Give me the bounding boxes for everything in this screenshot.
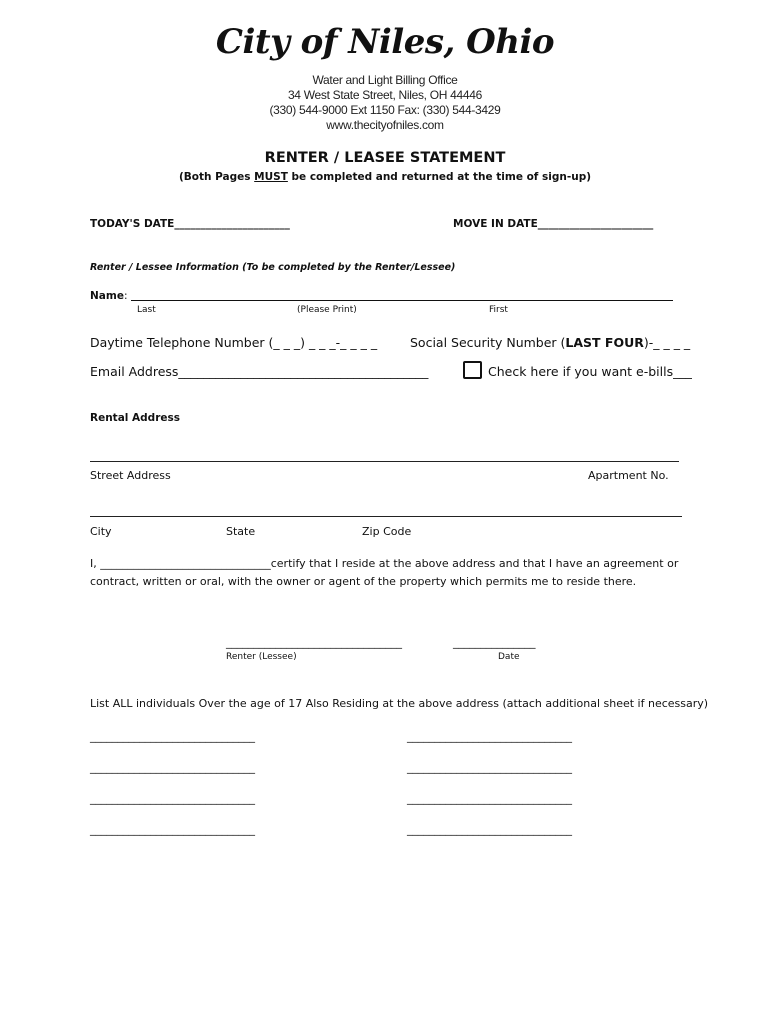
form-subtitle: (Both Pages MUST be completed and returned at the time of sign-up) xyxy=(178,171,592,183)
resident-line[interactable]: ______________________________ xyxy=(407,823,572,836)
city-label: City xyxy=(90,525,112,538)
signature-date-label: Date xyxy=(498,652,520,662)
office-address: 34 West State Street, Niles, OH 44446 xyxy=(287,88,483,102)
ssn-emphasis: LAST FOUR xyxy=(565,335,644,350)
rental-address-heading: Rental Address xyxy=(90,412,180,424)
zip-label: Zip Code xyxy=(362,525,412,538)
resident-line[interactable]: ______________________________ xyxy=(90,823,255,836)
todays-date-field[interactable]: TODAY'S DATE______________________ xyxy=(90,218,290,230)
ebills-label: Check here if you want e-bills___ xyxy=(488,364,692,379)
certify-statement-line1: I, _______________________________certify that I reside at the above address and that I have an agreement or xyxy=(90,557,679,570)
certify-statement-line2: contract, written or oral, with the owner or agent of the property which permits me to reside there. xyxy=(90,575,637,588)
office-name: Water and Light Billing Office xyxy=(312,73,458,87)
resident-line[interactable]: ______________________________ xyxy=(90,730,255,743)
resident-line[interactable]: ______________________________ xyxy=(90,761,255,774)
email-field[interactable]: Email Address________________________________________ xyxy=(90,364,429,379)
office-website: www.thecityofniles.com xyxy=(326,118,444,132)
name-last-label: Last xyxy=(137,305,156,315)
name-print-label: (Please Print) xyxy=(297,305,357,315)
renter-info-heading: Renter / Lessee Information (To be completed by the Renter/Lessee) xyxy=(90,262,456,273)
date-line[interactable]: _______________ xyxy=(453,636,536,649)
city-logo: City of Niles, Ohio xyxy=(215,22,555,62)
ebills-checkbox[interactable] xyxy=(463,361,482,379)
name-label: Name: xyxy=(90,290,128,302)
signature-line[interactable]: ________________________________ xyxy=(226,636,402,649)
resident-line[interactable]: ______________________________ xyxy=(407,792,572,805)
daytime-phone-field[interactable]: Daytime Telephone Number (_ _ _) _ _ _-_ _ _ _ xyxy=(90,335,378,350)
resident-line[interactable]: ______________________________ xyxy=(407,730,572,743)
resident-line[interactable]: ______________________________ xyxy=(90,792,255,805)
ssn-field[interactable]: Social Security Number (LAST FOUR)-_ _ _ _ xyxy=(410,335,691,350)
street-address-line[interactable] xyxy=(90,461,679,462)
must-emphasis: MUST xyxy=(254,171,288,183)
state-label: State xyxy=(226,525,256,538)
residents-instructions: List ALL individuals Over the age of 17 Also Residing at the above address (attach additional sheet if necessary) xyxy=(90,697,709,710)
office-phone: (330) 544-9000 Ext 1150 Fax: (330) 544-3429 xyxy=(269,103,501,117)
name-input-line[interactable] xyxy=(131,300,673,301)
resident-line[interactable]: ______________________________ xyxy=(407,761,572,774)
signature-label: Renter (Lessee) xyxy=(226,652,297,662)
move-in-date-field[interactable]: MOVE IN DATE______________________ xyxy=(453,218,654,230)
name-first-label: First xyxy=(489,305,508,315)
form-title: RENTER / LEASEE STATEMENT xyxy=(264,150,506,166)
street-address-label: Street Address xyxy=(90,469,171,482)
apartment-label: Apartment No. xyxy=(588,469,669,482)
city-state-zip-line[interactable] xyxy=(90,516,682,517)
